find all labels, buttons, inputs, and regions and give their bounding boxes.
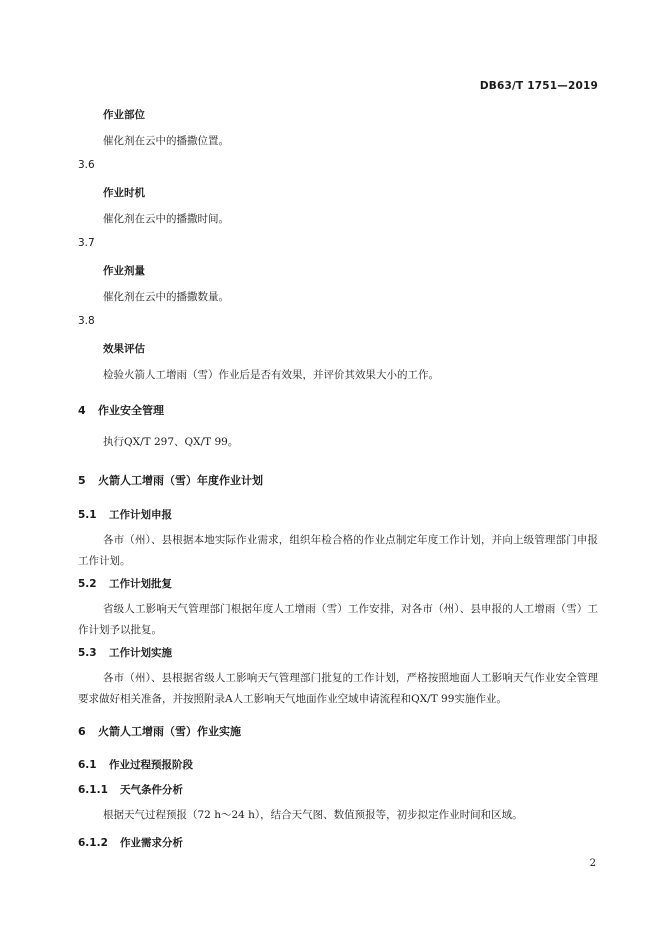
subsection-title: 作业过程预报阶段 — [109, 759, 193, 771]
term-number: 3.8 — [78, 315, 95, 327]
section-heading — [78, 723, 241, 739]
term-definition: 检验火箭人工增雨（雪）作业后是否有效果，并评价其效果大小的工作。 — [103, 369, 439, 381]
section-title: 作业安全管理 — [98, 404, 164, 417]
page-number: 2 — [589, 858, 596, 869]
term-title: 作业时机 — [103, 187, 145, 199]
subsection-title: 工作计划实施 — [109, 647, 172, 659]
subsection-number: 6.1.2 — [78, 837, 108, 849]
paragraph: 根据天气过程预报（72 h～24 h），结合天气图、数值预报等，初步拟定作业时间和区域。 — [103, 809, 523, 821]
section-number: 4 — [78, 404, 86, 417]
subsection-title: 工作计划批复 — [109, 578, 172, 590]
term-definition: 催化剂在云中的播撒数量。 — [103, 291, 229, 303]
term-title: 效果评估 — [103, 343, 145, 355]
term-definition: 催化剂在云中的播撒位置。 — [103, 135, 229, 147]
paragraph: 各市（州）、县根据本地实际作业需求，组织年检合格的作业点制定年度工作计划，并向上级管理部门申报工作计划。 — [78, 534, 598, 567]
subsection-number: 6.1.1 — [78, 784, 108, 796]
section-number: 6 — [78, 725, 86, 738]
subsection-heading — [78, 782, 183, 797]
subsection-heading — [78, 507, 172, 522]
paragraph: 省级人工影响天气管理部门根据年度人工增雨（雪）工作安排，对各市（州）、县申报的人工增雨（雪）工作计划予以批复。 — [78, 603, 598, 636]
subsection-heading — [78, 757, 193, 772]
term-number: 3.7 — [78, 237, 95, 249]
term-title: 作业剂量 — [103, 265, 145, 277]
subsection-title: 作业需求分析 — [120, 837, 183, 849]
subsection-heading — [78, 576, 172, 591]
subsection-number: 5.2 — [78, 578, 97, 590]
section-heading — [78, 402, 164, 418]
term-title: 作业部位 — [103, 109, 145, 121]
subsection-heading — [78, 835, 183, 850]
subsection-number: 5.3 — [78, 647, 97, 659]
section-title: 火箭人工增雨（雪）年度作业计划 — [98, 474, 263, 487]
subsection-title: 天气条件分析 — [120, 784, 183, 796]
paragraph: 执行QX/T 297、QX/T 99。 — [103, 436, 239, 448]
subsection-title: 工作计划申报 — [109, 509, 172, 521]
section-title: 火箭人工增雨（雪）作业实施 — [98, 725, 241, 738]
paragraph: 各市（州）、县根据省级人工影响天气管理部门批复的工作计划，严格按照地面人工影响天气作业安全管理要求做好相关准备，并按照附录A人工影响天气地面作业空域申请流程和QX/T 99实施作业。 — [78, 672, 598, 705]
subsection-number: 5.1 — [78, 509, 97, 521]
document-code: DB63/T 1751—2019 — [479, 80, 598, 92]
term-number: 3.6 — [78, 159, 95, 171]
section-heading — [78, 472, 263, 488]
term-definition: 催化剂在云中的播撒时间。 — [103, 213, 229, 225]
section-number: 5 — [78, 474, 86, 487]
subsection-heading — [78, 645, 172, 660]
subsection-number: 6.1 — [78, 759, 97, 771]
